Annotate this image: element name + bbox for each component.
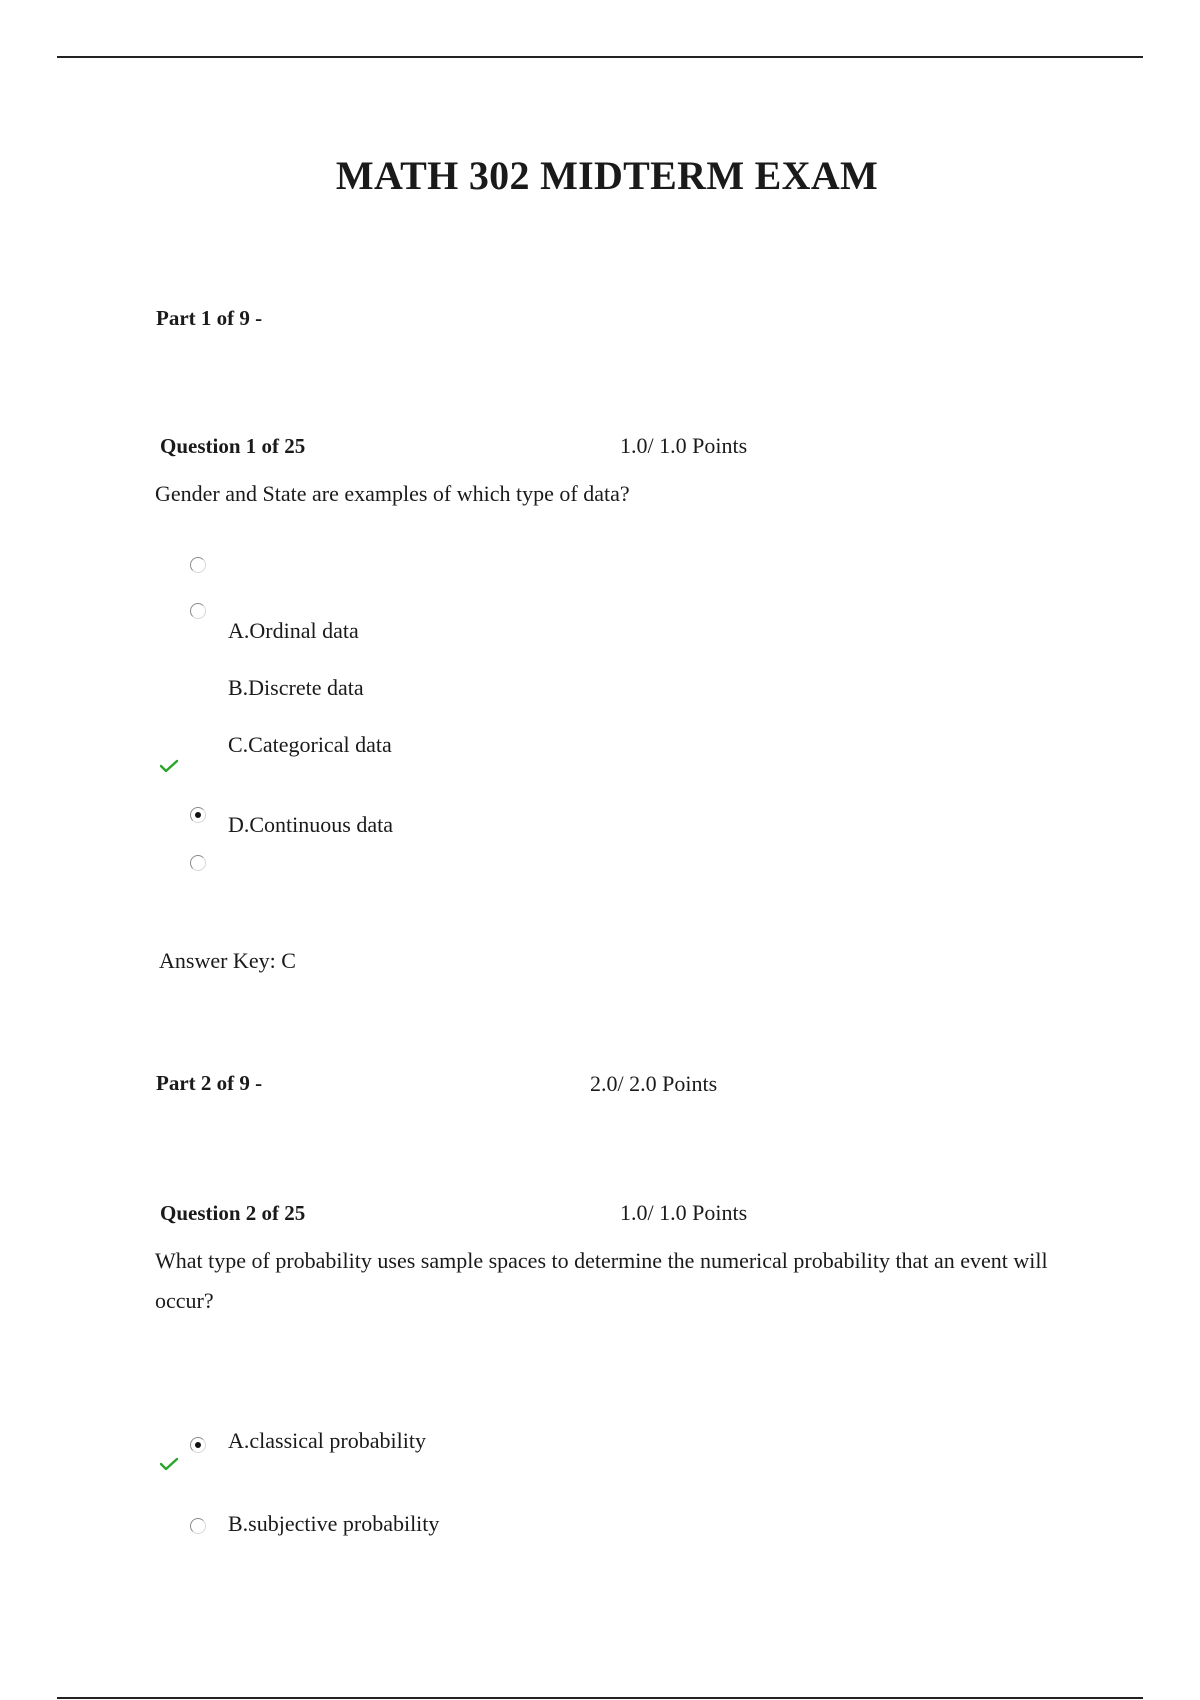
question-2-option-b: B.subjective probability [228, 1511, 440, 1536]
question-2-text: What type of probability uses sample spaces to determine the numerical probability that an event will occur? [155, 1248, 1048, 1313]
radio-empty-icon[interactable] [190, 603, 206, 619]
question-1-points: 1.0/ 1.0 Points [620, 433, 748, 458]
question-1-option-b: B.Discrete data [228, 675, 364, 700]
question-2-option-a: A.classical probability [228, 1428, 426, 1453]
radio-empty-icon[interactable] [190, 557, 206, 573]
question-1-label: Question 1 of 25 [160, 434, 306, 458]
page-title: MATH 302 MIDTERM EXAM [335, 153, 879, 198]
radio-empty-icon[interactable] [190, 855, 206, 871]
question-1-option-c: C.Categorical data [228, 732, 392, 757]
part-2-points: 2.0/ 2.0 Points [590, 1071, 718, 1096]
question-1-option-a: A.Ordinal data [228, 618, 359, 643]
checkmark-icon [160, 759, 178, 773]
radio-selected-icon[interactable] [190, 807, 206, 823]
radio-selected-icon[interactable] [190, 1437, 206, 1453]
bottom-rule [57, 1697, 1143, 1699]
question-2-points: 1.0/ 1.0 Points [620, 1200, 748, 1225]
part-2-label: Part 2 of 9 - [156, 1071, 263, 1095]
question-1-option-d: D.Continuous data [228, 812, 393, 837]
part-1-label: Part 1 of 9 - [156, 306, 263, 330]
question-1-answer-key: Answer Key: C [159, 948, 296, 973]
radio-empty-icon[interactable] [190, 1518, 206, 1534]
top-rule [57, 56, 1143, 58]
checkmark-icon [160, 1457, 178, 1471]
question-2-label: Question 2 of 25 [160, 1201, 306, 1225]
question-1-text: Gender and State are examples of which type of data? [155, 481, 630, 506]
